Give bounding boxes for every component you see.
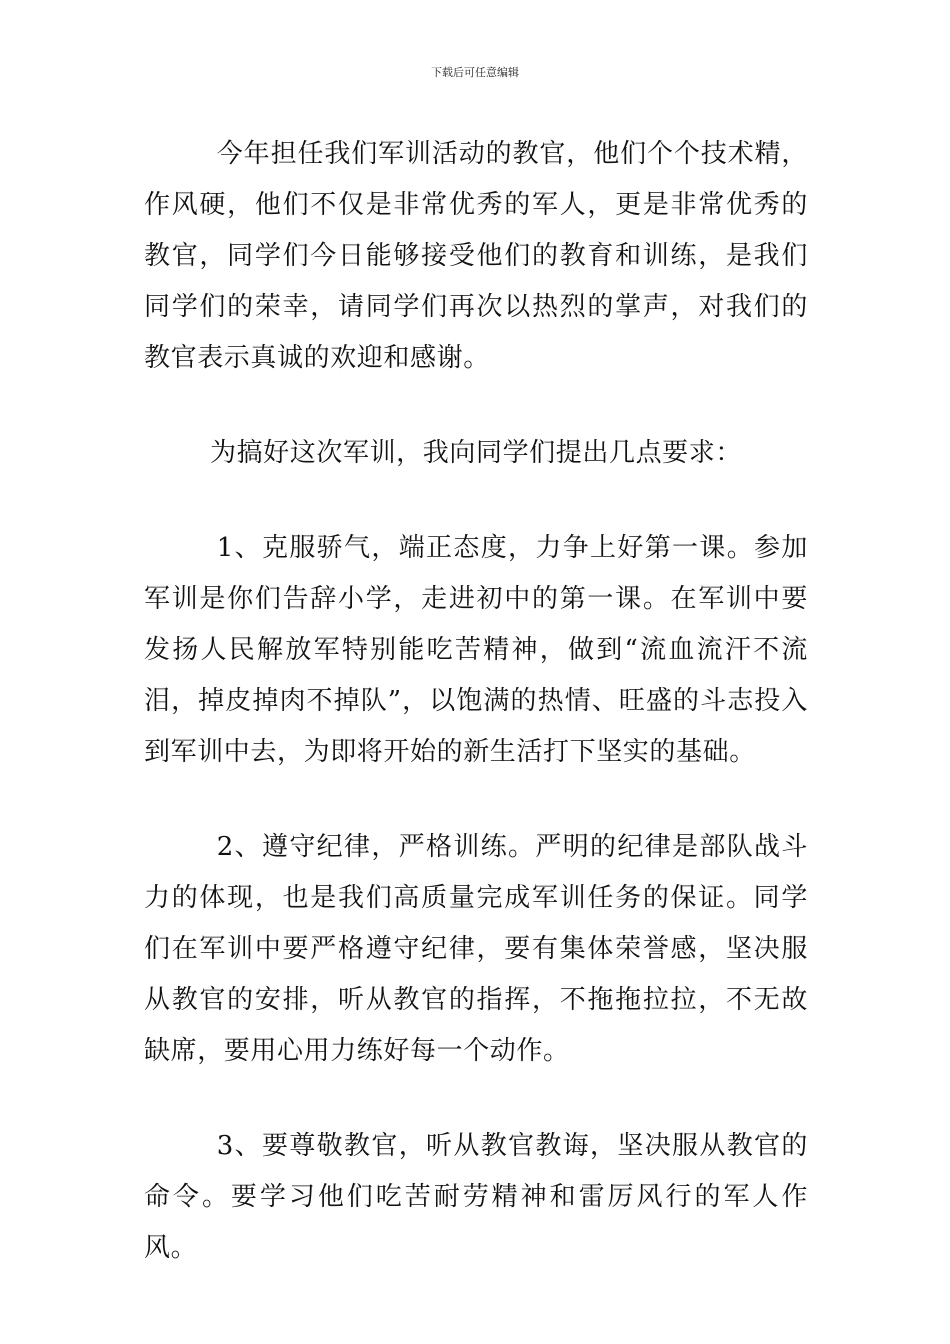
paragraph-gap bbox=[144, 384, 808, 428]
paragraph-requirements-intro: 为搞好这次军训，我向同学们提出几点要求： bbox=[209, 438, 742, 468]
document-body bbox=[144, 129, 808, 1274]
paragraph-gap bbox=[144, 1077, 808, 1121]
paragraph-gap bbox=[144, 479, 808, 523]
paragraph-requirement-1: 1、克服骄气，端正态度，力争上好第一课。参加军训是你们告辞小学，走进初中的第一课。在军训中要发扬人民解放军特别能吃苦精神，做到“流血流汗不流泪，掉皮掉肉不掉队”，以饱满的热情、旺盛的斗志投入到军训中去，为即将开始的新生活打下坚实的基础。 bbox=[144, 533, 808, 767]
paragraph-instructors: 今年担任我们军训活动的教官，他们个个技术精，作风硬，他们不仅是非常优秀的军人，更是非常优秀的教官，同学们今日能够接受他们的教育和训练，是我们同学们的荣幸，请同学们再次以热烈的掌声，对我们的教官表示真诚的欢迎和感谢。 bbox=[144, 139, 808, 373]
paragraph-requirement-3: 3、要尊敬教官，听从教官教诲，坚决服从教官的命令。要学习他们吃苦耐劳精神和雷厉风行的军人作风。 bbox=[144, 1131, 808, 1263]
paragraph-requirement-2: 2、遵守纪律，严格训练。严明的纪律是部队战斗力的体现，也是我们高质量完成军训任务的保证。同学们在军训中要严格遵守纪律，要有集体荣誉感，坚决服从教官的安排，听从教官的指挥，不拖拖拉拉，不无故缺席，要用心用力练好每一个动作。 bbox=[144, 832, 808, 1066]
paragraph-gap bbox=[144, 778, 808, 822]
header-note: 下载后可任意编辑 bbox=[431, 66, 519, 79]
